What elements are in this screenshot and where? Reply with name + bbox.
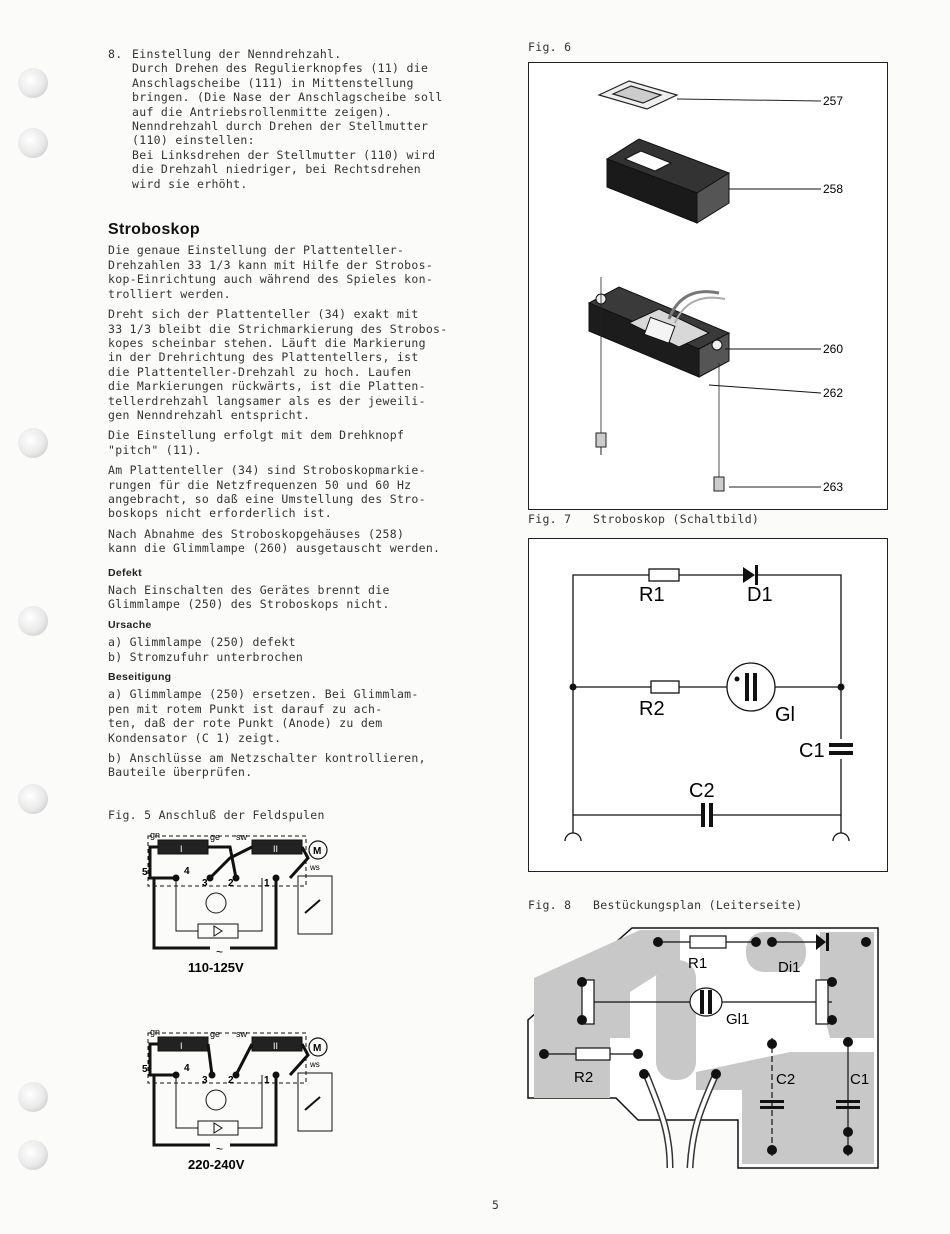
tilde-symbol: ~ bbox=[216, 945, 224, 959]
text-column bbox=[108, 47, 508, 786]
motor-label: M bbox=[313, 846, 322, 857]
page-number: 5 bbox=[492, 1198, 500, 1212]
binder-hole bbox=[18, 68, 48, 98]
coil-label-1: I bbox=[180, 844, 183, 854]
beseitigung-item: b) Anschlüsse am Netzschalter kontrollieren, Bauteile überprüfen. bbox=[108, 751, 426, 780]
coil-label-2: II bbox=[273, 1041, 279, 1051]
label-r2: R2 bbox=[639, 698, 665, 720]
fig5-wiring-diagram-110v bbox=[140, 828, 350, 978]
section-heading-stroboskop: Stroboskop bbox=[108, 221, 200, 239]
voltage-label-220: 220-240V bbox=[188, 1157, 245, 1172]
tilde-symbol: ~ bbox=[216, 1142, 224, 1156]
pin-1: 1 bbox=[264, 878, 270, 889]
beseitigung-item: a) Glimmlampe (250) ersetzen. Bei Glimmlam- pen mit rotem Punkt ist darauf zu ach- ten, daß der rote Punkt (Anode) zu dem Kondensator (C 1) zeigt. bbox=[108, 687, 419, 745]
fig7-circuit-schematic bbox=[529, 539, 887, 871]
paragraph: Dreht sich der Plattenteller (34) exakt mit 33 1/3 bleibt die Strichmarkierung des Strobos- kopes scheinbar stehen. Läuft die Markierung in der Drehrichtung des Plattentellers, ist die Plattenteller-Drehzahl zu hoch. Laufen die Markierungen rückwärts, ist die Platten- tellerdrehzahl langsamer als es der jeweili- gen Nenndrehzahl entspricht. bbox=[108, 307, 448, 422]
wire-label-ws: ws bbox=[310, 1060, 320, 1069]
label-di1: Di1 bbox=[778, 959, 801, 976]
motor-label: M bbox=[313, 1043, 322, 1054]
callout-258: 258 bbox=[823, 182, 844, 196]
fig5-caption: Fig. 5 Anschluß der Feldspulen bbox=[108, 808, 325, 822]
coil-label-1: I bbox=[180, 1041, 183, 1051]
fig8-caption: Fig. 8 Bestückungsplan (Leiterseite) bbox=[528, 898, 803, 912]
wire-label-ws: ws bbox=[310, 863, 320, 872]
label-d1: D1 bbox=[747, 584, 773, 606]
fig8-component-layout bbox=[520, 920, 890, 1180]
label-c2: C2 bbox=[689, 780, 715, 802]
item-8 bbox=[108, 47, 508, 191]
pin-3: 3 bbox=[202, 878, 208, 889]
item-8-text: Einstellung der Nenndrehzahl. Durch Drehen des Regulierknopfes (11) die Anschlagscheibe (111) in Mittenstellung bringen. (Die Nase der Anschlagscheibe soll auf die Antriebsrollenmitte zeigen). Nenndrehzahl durch Drehen der Stellmutter (110) einstellen: Bei Linksdrehen der Stellmutter (110) wird die Drehzahl niedriger, bei Rechtsdrehen wird sie erhöht. bbox=[132, 47, 443, 191]
fig6-exploded-view bbox=[529, 63, 887, 509]
pin-1: 1 bbox=[264, 1075, 270, 1086]
ursache-item: a) Glimmlampe (250) defekt bbox=[108, 635, 296, 650]
label-gl1: Gl1 bbox=[726, 1011, 750, 1028]
label-c2: C2 bbox=[776, 1071, 796, 1088]
wire-label-gn: gn bbox=[150, 830, 161, 840]
callout-257: 257 bbox=[823, 94, 844, 108]
defekt-label: Defekt bbox=[108, 566, 142, 579]
binder-hole bbox=[18, 428, 48, 458]
ursache-label: Ursache bbox=[108, 618, 152, 631]
fig6-box bbox=[528, 62, 888, 510]
binder-hole bbox=[18, 1140, 48, 1170]
pin-4: 4 bbox=[184, 866, 190, 877]
coil-label-2: II bbox=[273, 844, 279, 854]
pin-3: 3 bbox=[202, 1075, 208, 1086]
fig7-box bbox=[528, 538, 888, 872]
binder-hole bbox=[18, 784, 48, 814]
paragraph: Nach Abnahme des Stroboskopgehäuses (258) kann die Glimmlampe (260) ausgetauscht werden. bbox=[108, 526, 441, 556]
label-r2: R2 bbox=[574, 1069, 594, 1086]
binder-hole bbox=[18, 1082, 48, 1112]
label-c1: C1 bbox=[850, 1071, 870, 1088]
ursache-item: b) Stromzufuhr unterbrochen bbox=[108, 649, 304, 664]
fig5-wiring-diagram-220v bbox=[140, 1025, 350, 1175]
binder-hole bbox=[18, 606, 48, 636]
defekt-text: Nach Einschalten des Gerätes brennt die Glimmlampe (250) des Stroboskops nicht. bbox=[108, 583, 390, 612]
wire-label-sw: sw bbox=[236, 832, 247, 842]
callout-262: 262 bbox=[823, 386, 844, 400]
wire-label-ge: ge bbox=[210, 832, 221, 842]
fig6-caption: Fig. 6 bbox=[528, 40, 572, 54]
beseitigung-label: Beseitigung bbox=[108, 671, 172, 684]
label-gl: Gl bbox=[775, 704, 795, 726]
callout-260: 260 bbox=[823, 342, 844, 356]
pin-5: 5 bbox=[142, 1064, 148, 1075]
label-c1: C1 bbox=[799, 740, 825, 762]
callout-263: 263 bbox=[823, 480, 844, 494]
label-r1: R1 bbox=[639, 584, 665, 606]
pin-2: 2 bbox=[228, 878, 234, 889]
wire-label-gn: gn bbox=[150, 1027, 161, 1037]
pin-2: 2 bbox=[228, 1075, 234, 1086]
paragraph: Am Plattenteller (34) sind Stroboskopmarkie- rungen für die Netzfrequenzen 50 und 60 Hz angebracht, so daß eine Umstellung des Stro- boskops nicht erforderlich ist. bbox=[108, 463, 426, 521]
label-r1: R1 bbox=[688, 955, 708, 972]
paragraph: Die Einstellung erfolgt mit dem Drehknopf "pitch" (11). bbox=[108, 428, 405, 457]
pin-4: 4 bbox=[184, 1063, 190, 1074]
wire-label-sw: sw bbox=[236, 1029, 247, 1039]
fig7-caption: Fig. 7 Stroboskop (Schaltbild) bbox=[528, 512, 760, 526]
item-8-number: 8. bbox=[108, 47, 123, 61]
paragraph: Die genaue Einstellung der Plattenteller- Drehzahlen 33 1/3 kann mit Hilfe der Strobos- kop-Einrichtung auch während des Spieles kon- trolliert werden. bbox=[108, 243, 434, 301]
binder-hole bbox=[18, 128, 48, 158]
voltage-label-110: 110-125V bbox=[188, 960, 244, 975]
pin-5: 5 bbox=[142, 867, 148, 878]
wire-label-ge: ge bbox=[210, 1029, 221, 1039]
